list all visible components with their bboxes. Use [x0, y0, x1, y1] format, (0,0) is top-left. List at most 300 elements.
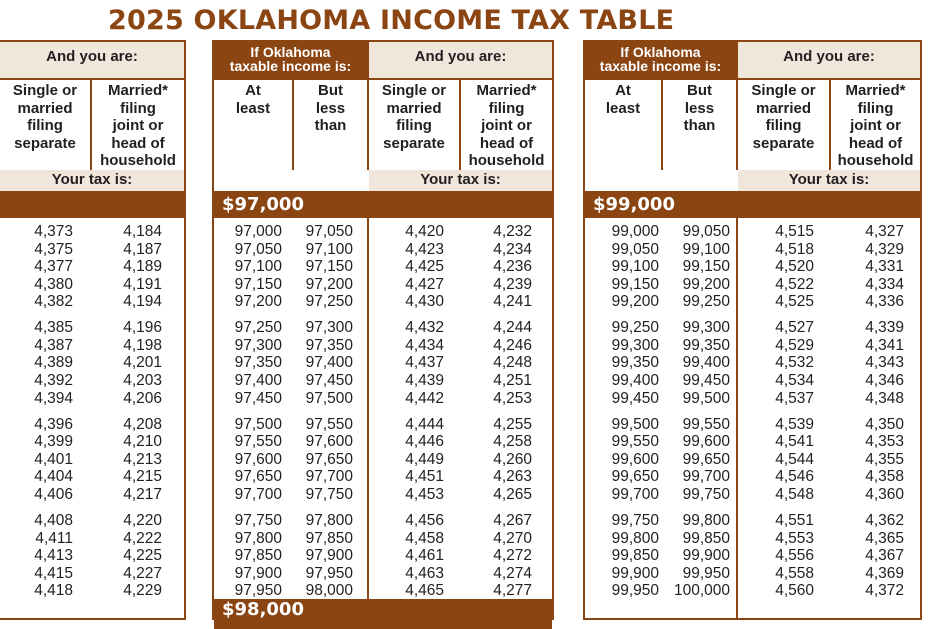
if-oklahoma-line-2: taxable income is: [229, 58, 352, 74]
but-less-than-line: less [315, 99, 346, 117]
single-tax-cell: 4,453 [405, 485, 444, 503]
at-least-line: At [245, 82, 261, 99]
married-header-line: household [100, 152, 176, 169]
single-header-line: married [386, 99, 442, 117]
table-row [0, 582, 184, 600]
married-header-line: household [468, 152, 545, 169]
single-tax-cell: 4,437 [405, 354, 444, 372]
single-tax-cell: 4,544 [775, 450, 814, 468]
table-row [0, 276, 184, 294]
married-tax-cell: 4,220 [123, 512, 162, 530]
single-tax-cell: 4,418 [34, 582, 73, 600]
table-row [214, 512, 552, 530]
single-tax-cell: 4,377 [34, 258, 73, 276]
married-tax-cell: 4,253 [493, 389, 532, 407]
at-least-cell: 99,550 [611, 433, 659, 451]
but-less-than-cell: 97,750 [305, 485, 353, 503]
married-header-line: head of [848, 134, 903, 152]
married-tax-cell: 4,265 [493, 485, 532, 503]
single-tax-cell: 4,539 [775, 415, 814, 433]
if-oklahoma-header [214, 42, 367, 78]
married-tax-cell: 4,210 [123, 433, 162, 451]
single-tax-cell: 4,404 [34, 468, 73, 486]
at-least-column-header [585, 82, 661, 117]
header-divider [0, 78, 184, 80]
column-divider [367, 42, 369, 170]
single-tax-cell: 4,551 [775, 512, 814, 530]
married-column-header [92, 82, 184, 170]
married-tax-cell: 4,244 [493, 319, 532, 337]
married-tax-cell: 4,348 [865, 389, 904, 407]
single-tax-cell: 4,546 [775, 468, 814, 486]
column-divider [459, 78, 461, 170]
single-tax-cell: 4,532 [775, 354, 814, 372]
married-header-line: Married* [476, 82, 537, 99]
married-tax-cell: 4,241 [493, 293, 532, 311]
but-less-than-cell: 97,150 [305, 258, 353, 276]
table-row [585, 416, 920, 434]
table-row [585, 223, 920, 241]
married-header-line: head of [111, 134, 165, 152]
married-tax-cell: 4,350 [865, 415, 904, 433]
single-header-line: married [17, 99, 73, 117]
married-tax-cell: 4,246 [493, 336, 532, 354]
table-row [585, 512, 920, 530]
single-tax-cell: 4,553 [775, 529, 814, 547]
married-tax-cell: 4,232 [493, 223, 532, 240]
but-less-than-column-header [663, 82, 736, 135]
but-less-than-cell: 99,700 [682, 468, 730, 486]
single-column-header [0, 82, 90, 152]
married-tax-cell: 4,270 [493, 529, 532, 547]
and-you-are-label: And you are: [414, 48, 507, 65]
and-you-are-header [369, 42, 552, 78]
at-least-cell: 97,950 [234, 582, 282, 600]
at-least-cell: 97,200 [234, 293, 282, 311]
table-row [214, 486, 552, 504]
table-row [0, 319, 184, 337]
column-divider [90, 78, 92, 170]
single-tax-cell: 4,439 [405, 372, 444, 389]
married-tax-cell: 4,274 [493, 564, 532, 582]
at-least-cell: 97,450 [234, 389, 282, 407]
at-least-line: least [605, 99, 641, 117]
page-title: 2025 OKLAHOMA INCOME TAX TABLE [108, 5, 675, 36]
married-tax-cell: 4,372 [865, 582, 904, 600]
married-column-header [831, 82, 920, 170]
married-tax-cell: 4,369 [865, 564, 904, 582]
but-less-than-cell: 99,050 [682, 223, 730, 240]
but-less-than-cell: 97,350 [305, 336, 353, 354]
single-tax-cell: 4,458 [405, 529, 444, 547]
your-tax-is-label: Your tax is: [0, 170, 184, 191]
but-less-than-cell: 97,250 [305, 293, 353, 311]
married-tax-cell: 4,201 [123, 354, 162, 372]
but-less-than-cell: 97,950 [305, 564, 353, 582]
at-least-cell: 97,050 [234, 240, 282, 258]
single-header-line: Single or [12, 82, 78, 99]
married-tax-cell: 4,353 [865, 433, 904, 451]
single-tax-cell: 4,451 [405, 468, 444, 486]
single-tax-cell: 4,449 [405, 450, 444, 468]
married-tax-cell: 4,263 [493, 468, 532, 486]
single-tax-cell: 4,525 [775, 293, 814, 311]
at-least-cell: 97,800 [234, 529, 282, 547]
table-row [585, 390, 920, 408]
if-oklahoma-line-1: If Oklahoma [250, 44, 331, 60]
single-header-line: separate [14, 134, 76, 152]
if-oklahoma-line-2: taxable income is: [599, 58, 722, 74]
single-header-line: separate [752, 134, 815, 152]
but-less-than-cell: 99,350 [682, 336, 730, 354]
table-row [0, 390, 184, 408]
table-row [585, 293, 920, 311]
married-header-line: household [837, 152, 914, 169]
single-column-header [738, 82, 829, 152]
at-least-cell: 99,100 [611, 258, 659, 276]
but-less-than-cell: 99,300 [682, 319, 730, 337]
married-tax-cell: 4,239 [493, 275, 532, 293]
single-tax-cell: 4,434 [405, 336, 444, 354]
single-tax-cell: 4,413 [34, 547, 73, 565]
table-row [214, 530, 552, 548]
table-row [0, 293, 184, 311]
but-less-than-line: than [683, 117, 716, 134]
single-tax-cell: 4,520 [775, 258, 814, 276]
married-tax-cell: 4,184 [123, 223, 162, 240]
but-less-than-cell: 99,800 [682, 512, 730, 530]
single-header-line: Single or [751, 82, 816, 99]
but-less-than-cell: 97,900 [305, 547, 353, 565]
single-column-header [369, 82, 459, 152]
single-header-line: married [755, 99, 812, 117]
single-tax-cell: 4,427 [405, 275, 444, 293]
but-less-than-line: less [684, 99, 715, 117]
married-tax-cell: 4,194 [123, 293, 162, 311]
at-least-cell: 99,800 [611, 529, 659, 547]
at-least-cell: 97,100 [234, 258, 282, 276]
at-least-cell: 99,250 [611, 319, 659, 337]
at-least-cell: 97,850 [234, 547, 282, 565]
at-least-cell: 99,350 [611, 354, 659, 372]
but-less-than-cell: 99,750 [682, 485, 730, 503]
column-divider [292, 78, 294, 170]
married-tax-cell: 4,339 [865, 319, 904, 337]
table-row [0, 468, 184, 486]
single-tax-cell: 4,560 [775, 582, 814, 600]
at-least-cell: 97,300 [234, 336, 282, 354]
married-header-line: joint or [112, 117, 164, 134]
table-row [214, 468, 552, 486]
income-band-97000: $97,000 [214, 191, 552, 218]
married-tax-cell: 4,236 [493, 258, 532, 276]
your-tax-is-label: Your tax is: [369, 170, 552, 191]
married-tax-cell: 4,341 [865, 336, 904, 354]
at-least-cell: 99,850 [611, 547, 659, 565]
at-least-cell: 99,000 [611, 223, 659, 240]
at-least-cell: 99,750 [611, 512, 659, 530]
at-least-line: At [615, 82, 631, 99]
married-header-line: head of [479, 134, 534, 152]
table-row [585, 486, 920, 504]
and-you-are-header [0, 42, 184, 78]
table-row [585, 337, 920, 355]
table-row [214, 582, 552, 600]
but-less-than-cell: 99,650 [682, 450, 730, 468]
single-header-line: filing [27, 117, 63, 134]
at-least-cell: 97,900 [234, 564, 282, 582]
table-row [585, 451, 920, 469]
single-tax-cell: 4,537 [775, 389, 814, 407]
table-row [0, 530, 184, 548]
table-row [585, 530, 920, 548]
table-row [0, 372, 184, 390]
single-tax-cell: 4,527 [775, 319, 814, 337]
but-less-than-cell: 99,900 [682, 547, 730, 565]
tax-table-panel-97000 [212, 40, 554, 620]
married-tax-cell: 4,329 [865, 240, 904, 258]
if-oklahoma-header [585, 42, 736, 78]
married-tax-cell: 4,198 [123, 336, 162, 354]
at-least-cell: 99,150 [611, 275, 659, 293]
income-band-98000: $98,000 [214, 599, 552, 629]
at-least-cell: 97,750 [234, 512, 282, 530]
married-tax-cell: 4,331 [865, 258, 904, 276]
tax-rows-99000 [585, 224, 920, 624]
at-least-cell: 97,650 [234, 468, 282, 486]
table-row [214, 319, 552, 337]
married-tax-cell: 4,277 [493, 582, 532, 600]
married-tax-cell: 4,196 [123, 319, 162, 337]
single-tax-cell: 4,541 [775, 433, 814, 451]
table-row [0, 451, 184, 469]
table-row [585, 582, 920, 600]
married-tax-cell: 4,213 [123, 450, 162, 468]
table-row [585, 565, 920, 583]
at-least-cell: 97,250 [234, 319, 282, 337]
single-tax-cell: 4,522 [775, 275, 814, 293]
table-row [585, 241, 920, 259]
single-header-line: Single or [381, 82, 447, 99]
if-oklahoma-line-1: If Oklahoma [620, 44, 701, 60]
married-tax-cell: 4,234 [493, 240, 532, 258]
but-less-than-cell: 99,550 [682, 415, 730, 433]
married-tax-cell: 4,362 [865, 512, 904, 530]
married-tax-cell: 4,346 [865, 372, 904, 389]
single-tax-cell: 4,548 [775, 485, 814, 503]
at-least-column-header [214, 82, 292, 117]
table-row [0, 433, 184, 451]
but-less-than-line: But [687, 82, 712, 99]
table-row [585, 276, 920, 294]
married-tax-cell: 4,187 [123, 240, 162, 258]
single-tax-cell: 4,387 [34, 336, 73, 354]
your-tax-is-label: Your tax is: [738, 170, 920, 191]
single-header-line: filing [396, 117, 432, 134]
single-tax-cell: 4,373 [34, 223, 73, 240]
single-tax-cell: 4,389 [34, 354, 73, 372]
at-least-cell: 97,500 [234, 415, 282, 433]
married-tax-cell: 4,260 [493, 450, 532, 468]
at-least-cell: 99,300 [611, 336, 659, 354]
at-least-cell: 99,450 [611, 389, 659, 407]
but-less-than-cell: 99,400 [682, 354, 730, 372]
and-you-are-header [738, 42, 920, 78]
married-header-line: filing [120, 99, 156, 117]
table-row [585, 372, 920, 390]
married-tax-cell: 4,191 [123, 275, 162, 293]
table-row [214, 337, 552, 355]
but-less-than-cell: 97,600 [305, 433, 353, 451]
table-row [214, 258, 552, 276]
table-row [585, 319, 920, 337]
but-less-than-cell: 97,200 [305, 275, 353, 293]
table-row [214, 372, 552, 390]
single-tax-cell: 4,432 [405, 319, 444, 337]
single-tax-cell: 4,385 [34, 319, 73, 337]
single-tax-cell: 4,375 [34, 240, 73, 258]
header-divider [585, 78, 920, 80]
married-tax-cell: 4,327 [865, 223, 904, 240]
header-divider [214, 78, 552, 80]
married-tax-cell: 4,343 [865, 354, 904, 372]
income-band-continued [0, 191, 184, 218]
but-less-than-cell: 97,100 [305, 240, 353, 258]
tax-rows-97000 [214, 224, 552, 604]
at-least-line: least [235, 99, 271, 117]
at-least-cell: 97,600 [234, 450, 282, 468]
single-tax-cell: 4,556 [775, 547, 814, 565]
married-column-header [461, 82, 552, 170]
at-least-cell: 97,700 [234, 485, 282, 503]
married-tax-cell: 4,355 [865, 450, 904, 468]
married-tax-cell: 4,229 [123, 582, 162, 600]
table-row [0, 486, 184, 504]
table-row [0, 416, 184, 434]
married-header-line: Married* [107, 82, 169, 99]
table-row [0, 337, 184, 355]
married-tax-cell: 4,358 [865, 468, 904, 486]
married-header-line: joint or [481, 117, 532, 134]
married-tax-cell: 4,334 [865, 275, 904, 293]
single-tax-cell: 4,518 [775, 240, 814, 258]
married-tax-cell: 4,360 [865, 485, 904, 503]
table-row [585, 433, 920, 451]
married-tax-cell: 4,208 [123, 415, 162, 433]
tax-rows-left [0, 224, 184, 604]
single-tax-cell: 4,420 [405, 223, 444, 240]
but-less-than-cell: 99,950 [682, 564, 730, 582]
married-tax-cell: 4,222 [123, 529, 162, 547]
single-tax-cell: 4,465 [405, 582, 444, 600]
table-row [214, 390, 552, 408]
but-less-than-cell: 99,500 [682, 389, 730, 407]
table-row [214, 223, 552, 241]
at-least-cell: 99,500 [611, 415, 659, 433]
but-less-than-cell: 97,400 [305, 354, 353, 372]
single-tax-cell: 4,399 [34, 433, 73, 451]
single-tax-cell: 4,406 [34, 485, 73, 503]
table-row [0, 241, 184, 259]
married-tax-cell: 4,217 [123, 485, 162, 503]
table-row [214, 276, 552, 294]
but-less-than-cell: 99,150 [682, 258, 730, 276]
and-you-are-label: And you are: [783, 48, 875, 65]
table-row [585, 468, 920, 486]
single-tax-cell: 4,456 [405, 512, 444, 530]
married-tax-cell: 4,206 [123, 389, 162, 407]
single-tax-cell: 4,529 [775, 336, 814, 354]
table-row [0, 547, 184, 565]
income-band-99000: $99,000 [585, 191, 920, 218]
married-header-line: joint or [850, 117, 901, 134]
married-tax-cell: 4,258 [493, 433, 532, 451]
table-row [0, 512, 184, 530]
married-tax-cell: 4,255 [493, 415, 532, 433]
single-tax-cell: 4,408 [34, 512, 73, 530]
but-less-than-line: But [318, 82, 343, 99]
at-least-cell: 99,050 [611, 240, 659, 258]
married-tax-cell: 4,365 [865, 529, 904, 547]
table-row [0, 223, 184, 241]
married-tax-cell: 4,248 [493, 354, 532, 372]
and-you-are-label: And you are: [46, 48, 138, 65]
at-least-cell: 99,650 [611, 468, 659, 486]
but-less-than-cell: 97,700 [305, 468, 353, 486]
single-tax-cell: 4,463 [405, 564, 444, 582]
single-tax-cell: 4,382 [34, 293, 73, 311]
single-tax-cell: 4,442 [405, 389, 444, 407]
table-row [585, 547, 920, 565]
at-least-cell: 99,950 [611, 582, 659, 600]
tax-table-panel-99000 [583, 40, 922, 620]
at-least-cell: 99,700 [611, 485, 659, 503]
but-less-than-cell: 99,850 [682, 529, 730, 547]
married-tax-cell: 4,225 [123, 547, 162, 565]
at-least-cell: 99,200 [611, 293, 659, 311]
at-least-cell: 97,350 [234, 354, 282, 372]
table-row [585, 258, 920, 276]
but-less-than-cell: 97,500 [305, 389, 353, 407]
table-row [214, 451, 552, 469]
but-less-than-column-header [294, 82, 367, 135]
table-row [214, 354, 552, 372]
but-less-than-cell: 98,000 [305, 582, 353, 600]
table-row [214, 416, 552, 434]
single-tax-cell: 4,396 [34, 415, 73, 433]
but-less-than-cell: 97,450 [305, 372, 353, 389]
single-header-line: filing [765, 117, 802, 134]
single-tax-cell: 4,446 [405, 433, 444, 451]
table-row [0, 354, 184, 372]
single-tax-cell: 4,558 [775, 564, 814, 582]
table-row [214, 293, 552, 311]
at-least-cell: 97,150 [234, 275, 282, 293]
single-tax-cell: 4,425 [405, 258, 444, 276]
single-tax-cell: 4,423 [405, 240, 444, 258]
single-tax-cell: 4,380 [34, 275, 73, 293]
single-tax-cell: 4,392 [34, 372, 73, 389]
column-divider [661, 78, 663, 170]
but-less-than-cell: 99,450 [682, 372, 730, 389]
but-less-than-cell: 97,300 [305, 319, 353, 337]
but-less-than-cell: 100,000 [673, 582, 730, 600]
married-tax-cell: 4,367 [865, 547, 904, 565]
at-least-cell: 99,600 [611, 450, 659, 468]
at-least-cell: 97,550 [234, 433, 282, 451]
table-row [585, 354, 920, 372]
married-tax-cell: 4,189 [123, 258, 162, 276]
